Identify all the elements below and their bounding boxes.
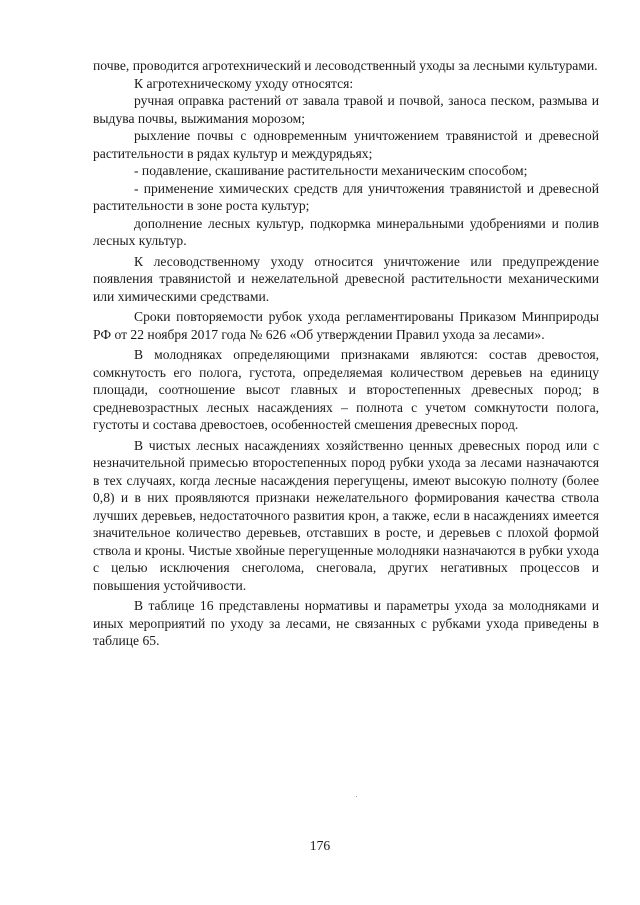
paragraph-pure-stands: В чистых лесных насаждениях хозяйственно ценных древесных пород или с незначительной примесью второстепенных пород рубки ухода за лесами назначаются в тех случаях, когда лесные насаждения перегущены, имеют высокую полноту (более 0,8) и в них проявляются признаки нежелательного формирования качества ствола лучших деревьев, недостаточного развития крон, а также, если в насаждениях имеется значительное количество деревьев, отставших в росте, и деревьев с плохой формой ствола и кроны. Чистые хвойные перегущенные молодняки назначаются в рубки ухода с целью исключения снеголома, снеговала, других негативных процессов и повышения устойчивости. (93, 437, 599, 593)
scan-speck (356, 796, 357, 797)
paragraph-silvicultural-care: К лесоводственному уходу относится уничтожение или предупреждение появления травянистой и нежелательной древесной растительности механическими или химическими средствами. (93, 253, 599, 304)
page-number: 176 (309, 838, 331, 853)
list-item-supplementing: дополнение лесных культур, подкормка минеральными удобрениями и полив лесных культур. (93, 215, 599, 248)
list-item-chemicals: - применение химических средств для уничтожения травянистой и древесной растительности в зоне роста культур; (93, 180, 599, 213)
paragraph-agrotech-heading: К агротехническому уходу относятся: (134, 75, 354, 91)
list-item-suppression: - подавление, скашивание растительности механическим способом; (134, 163, 528, 178)
paragraph-young-stands: В молодняках определяющими признаками являются: состав древостоя, сомкнутость его полога, густота, определяемая количеством деревьев на единицу площади, соотношение высот главных и второстепенных древесных пород; в средневозрастных лесных насаждениях – полнота с учетом сомкнутости полога, густоты и состава древостоев, особенностей смешения древесных пород. (93, 347, 599, 432)
paragraph-table-reference: В таблице 16 представлены нормативы и параметры ухода за молодняками и иных мероприятий по уходу за лесами, не связанных с рубками ухода приведены в таблице 65. (93, 598, 599, 648)
list-item-manual-straightening: ручная оправка растений от завала травой и почвой, заноса песком, размыва и выдува почвы, выжимания морозом; (93, 93, 599, 126)
paragraph-thinning-schedule: Сроки повторяемости рубок ухода регламентированы Приказом Минприроды РФ от 22 ноября 2017 года № 626 «Об утверждении Правил ухода за лесами». (93, 309, 599, 342)
body-text (93, 57, 599, 650)
list-item-soil-loosening: рыхление почвы с одновременным уничтожением травянистой и древесной растительности в рядах культур и междурядьях; (93, 128, 599, 161)
paragraph-intro: почве, проводится агротехнический и лесоводственный уходы за лесными культурами. (93, 58, 598, 73)
